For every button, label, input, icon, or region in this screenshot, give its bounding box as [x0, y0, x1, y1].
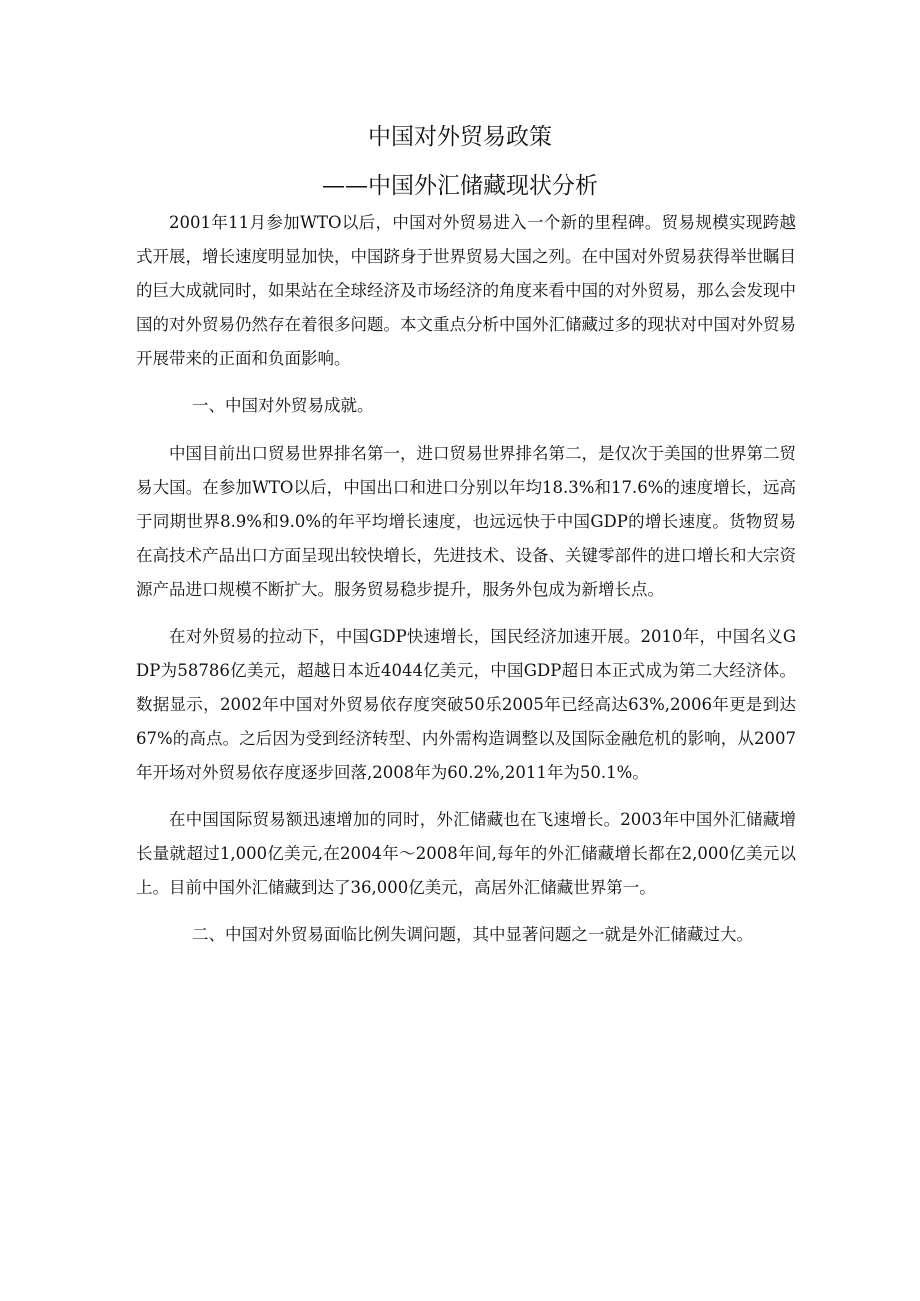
document-title: 中国对外贸易政策 — [368, 124, 552, 150]
intro-paragraph: 2001年11月参加WTO以后，中国对外贸易进入一个新的里程碑。贸易规模实现跨越式开展，增长速度明显加快，中国跻身于世界贸易大国之列。在中国对外贸易获得举世瞩目的巨大成就同时，如果站在全球经济及市场经济的角度来看中国的对外贸易，那么会发现中国的对外贸易仍然存在着很多问题。本文重点分析中国外汇储藏过多的现状对中国对外贸易开展带来的正面和负面影响。 — [136, 213, 796, 368]
section-heading-achievements: 一、中国对外贸易成就。 — [192, 396, 374, 415]
document-subtitle: ——中国外汇储藏现状分析 — [322, 173, 598, 199]
section-heading-imbalance: 二、中国对外贸易面临比例失调问题，其中显著问题之一就是外汇储藏过大。 — [192, 925, 753, 944]
gdp-paragraph: 在对外贸易的拉动下，中国GDP快速增长，国民经济加速开展。2010年，中国名义GDP为58786亿美元，超越日本近4044亿美元，中国GDP超日本正式成为第二大经济体。数据显示，2002年中国对外贸易依存度突破50乐2005年已经高达63%,2006年更是到达67%的高点。之后因为受到经济转型、内外需构造调整以及国际金融危机的影响，从2007年开场对外贸易依存度逐步回落,2008年为60.2%,2011年为50.1%。 — [136, 627, 796, 782]
reserves-paragraph: 在中国国际贸易额迅速增加的同时，外汇储藏也在飞速增长。2003年中国外汇储藏增长量就超过1,000亿美元,在2004年～2008年间,每年的外汇储藏增长都在2,000亿美元以上。目前中国外汇储藏到达了36,000亿美元，高居外汇储藏世界第一。 — [136, 810, 796, 897]
achievements-paragraph: 中国目前出口贸易世界排名第一，进口贸易世界排名第二，是仅次于美国的世界第二贸易大国。在参加WTO以后，中国出口和进口分别以年均18.3%和17.6%的速度增长，远高于同期世界8.9%和9.0%的年平均增长速度，也远远快于中国GDP的增长速度。货物贸易在高技术产品出口方面呈现出较快增长，先进技术、设备、关键零部件的进口增长和大宗资源产品进口规模不断扩大。服务贸易稳步提升，服务外包成为新增长点。 — [136, 444, 796, 599]
document-body — [136, 206, 796, 952]
